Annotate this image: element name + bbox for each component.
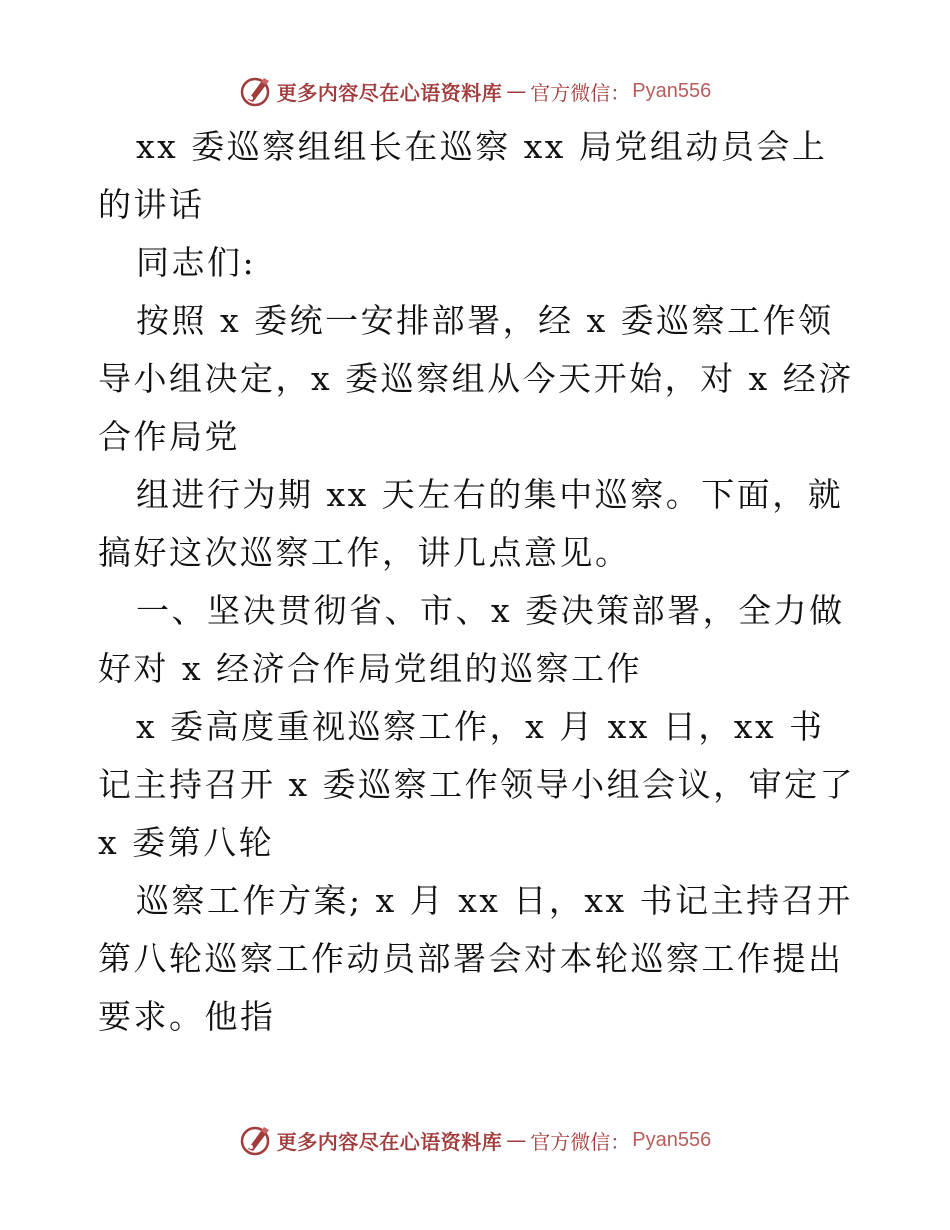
banner-contact-id: Pyan556 (632, 1128, 712, 1151)
paragraph: 巡察工作方案; x 月 xx 日，xx 书记主持召开第八轮巡察工作动员部署会对本轮巡察工作提出要求。他指 (98, 881, 853, 1036)
banner-separator: — (506, 79, 527, 103)
section-heading: 一、坚决贯彻省、市、x 委决策部署，全力做好对 x 经济合作局党组的巡察工作 (98, 591, 845, 688)
paragraph: 按照 x 委统一安排部署，经 x 委巡察工作领导小组决定，x 委巡察组从今天开始，对 x 经济合作局党 (98, 301, 854, 456)
document-body (98, 118, 858, 1046)
paragraph-salutation: 同志们: (136, 243, 257, 282)
document-title: xx 委巡察组组长在巡察 xx 局党组动员会上的讲话 (98, 127, 828, 224)
banner-text: 更多内容尽在心语资料库 (276, 80, 503, 105)
header-banner (0, 71, 950, 111)
footer-banner (0, 1120, 950, 1160)
banner-contact-label: 官方微信： (530, 80, 631, 105)
banner-text: 更多内容尽在心语资料库 (276, 1129, 503, 1154)
pen-logo-icon (239, 1123, 273, 1157)
pen-logo-icon (239, 74, 273, 108)
banner-contact-label: 官方微信： (530, 1129, 631, 1154)
banner-separator: — (506, 1128, 527, 1152)
banner-contact-id: Pyan556 (632, 79, 712, 102)
paragraph: 组进行为期 xx 天左右的集中巡察。下面，就搞好这次巡察工作，讲几点意见。 (98, 475, 844, 572)
paragraph: x 委高度重视巡察工作，x 月 xx 日，xx 书记主持召开 x 委巡察工作领导小组会议，审定了 x 委第八轮 (98, 707, 856, 862)
